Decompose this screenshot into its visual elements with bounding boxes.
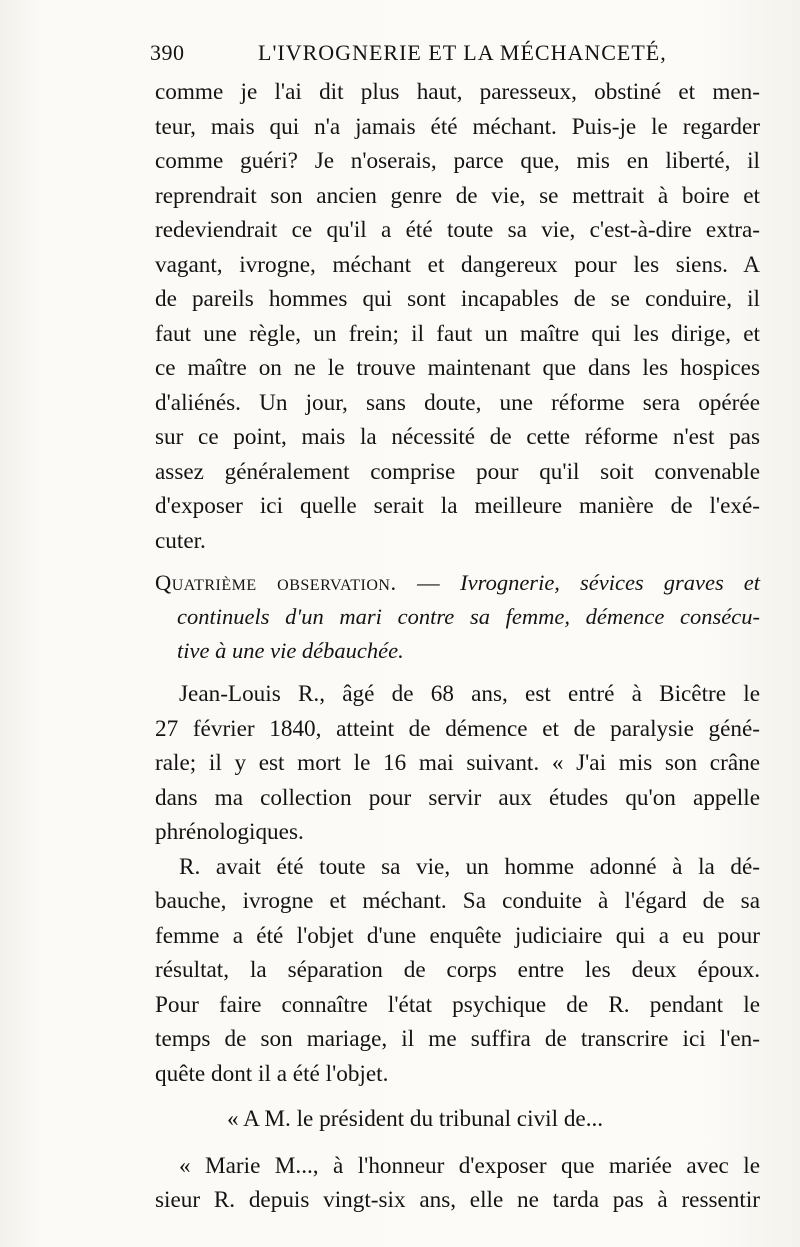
text-line: de pareils hommes qui sont incapables de se conduire, il bbox=[155, 286, 760, 312]
text-line: résultat, la séparation de corps entre les deux époux. bbox=[155, 957, 760, 983]
page-header bbox=[150, 38, 770, 72]
text-line: vagant, ivrogne, méchant et dangereux pour les siens. A bbox=[155, 251, 760, 278]
text-line: cuter. bbox=[155, 527, 206, 554]
case-paragraphs bbox=[155, 677, 760, 1091]
page-number: 390 bbox=[150, 40, 185, 65]
text-line: d'aliénés. Un jour, sans doute, une réforme sera opérée bbox=[155, 389, 760, 416]
observation-title: tive à une vie débauchée. bbox=[177, 638, 404, 663]
paragraph-continuation bbox=[155, 75, 760, 558]
text-line: Jean-Louis R., âgé de 68 ans, est entré à Bicêtre le bbox=[179, 681, 760, 707]
observation-first-line bbox=[155, 566, 760, 600]
quoted-letter bbox=[155, 1102, 760, 1218]
text-line: rale; il y est mort le 16 mai suivant. « J'ai mis son crâne bbox=[155, 750, 760, 776]
text-line: « Marie M..., à l'honneur d'exposer que mariée avec le bbox=[179, 1152, 760, 1179]
text-line: bauche, ivrogne et méchant. Sa conduite à l'égard de sa bbox=[155, 888, 760, 914]
text-line: teur, mais qui n'a jamais été méchant. Puis-je le regarder bbox=[155, 113, 760, 140]
text-line: dans ma collection pour servir aux études qu'on appelle bbox=[155, 784, 760, 811]
text-line: comme je l'ai dit plus haut, paresseux, obstiné et men- bbox=[155, 79, 760, 105]
text-line: faut une règle, un frein; il faut un maître qui les dirige, et bbox=[155, 320, 760, 347]
text-line: redeviendrait ce qu'il a été toute sa vie, c'est-à-dire extra- bbox=[155, 217, 760, 243]
text-line: sur ce point, mais la nécessité de cette réforme n'est pas bbox=[155, 424, 760, 450]
text-line: phrénologiques. bbox=[155, 819, 304, 845]
text-line: R. avait été toute sa vie, un homme adonné à la dé- bbox=[179, 853, 760, 880]
text-line: sieur R. depuis vingt-six ans, elle ne tarda pas à ressentir bbox=[155, 1187, 760, 1213]
text-line: femme a été l'objet d'une enquête judiciaire qui a eu pour bbox=[155, 922, 760, 949]
text-line: comme guéri? Je n'oserais, parce que, mis en liberté, il bbox=[155, 148, 760, 174]
letter-salutation: « A M. le président du tribunal civil de... bbox=[227, 1106, 604, 1132]
text-line: quête dont il a été l'objet. bbox=[155, 1060, 389, 1087]
observation-title: Ivrognerie, sévices graves et bbox=[460, 570, 760, 595]
text-line: 27 février 1840, atteint de démence et de paralysie géné- bbox=[155, 715, 760, 742]
text-line: assez généralement comprise pour qu'il soit convenable bbox=[155, 458, 760, 485]
text-line: reprendrait son ancien genre de vie, se mettrait à boire et bbox=[155, 182, 760, 209]
text-line: Pour faire connaître l'état psychique de R. pendant le bbox=[155, 991, 760, 1018]
running-title: L'IVROGNERIE ET LA MÉCHANCETÉ, bbox=[258, 40, 667, 65]
observation-heading bbox=[155, 566, 760, 668]
text-line: ce maître on ne le trouve maintenant que dans les hospices bbox=[155, 355, 760, 381]
text-line: temps de son mariage, il me suffira de transcrire ici l'en- bbox=[155, 1026, 760, 1052]
observation-label: Quatrième observation. — bbox=[155, 570, 441, 595]
text-line: d'exposer ici quelle serait la meilleure manière de l'exé- bbox=[155, 493, 760, 519]
observation-title: continuels d'un mari contre sa femme, démence consécu- bbox=[177, 604, 760, 629]
